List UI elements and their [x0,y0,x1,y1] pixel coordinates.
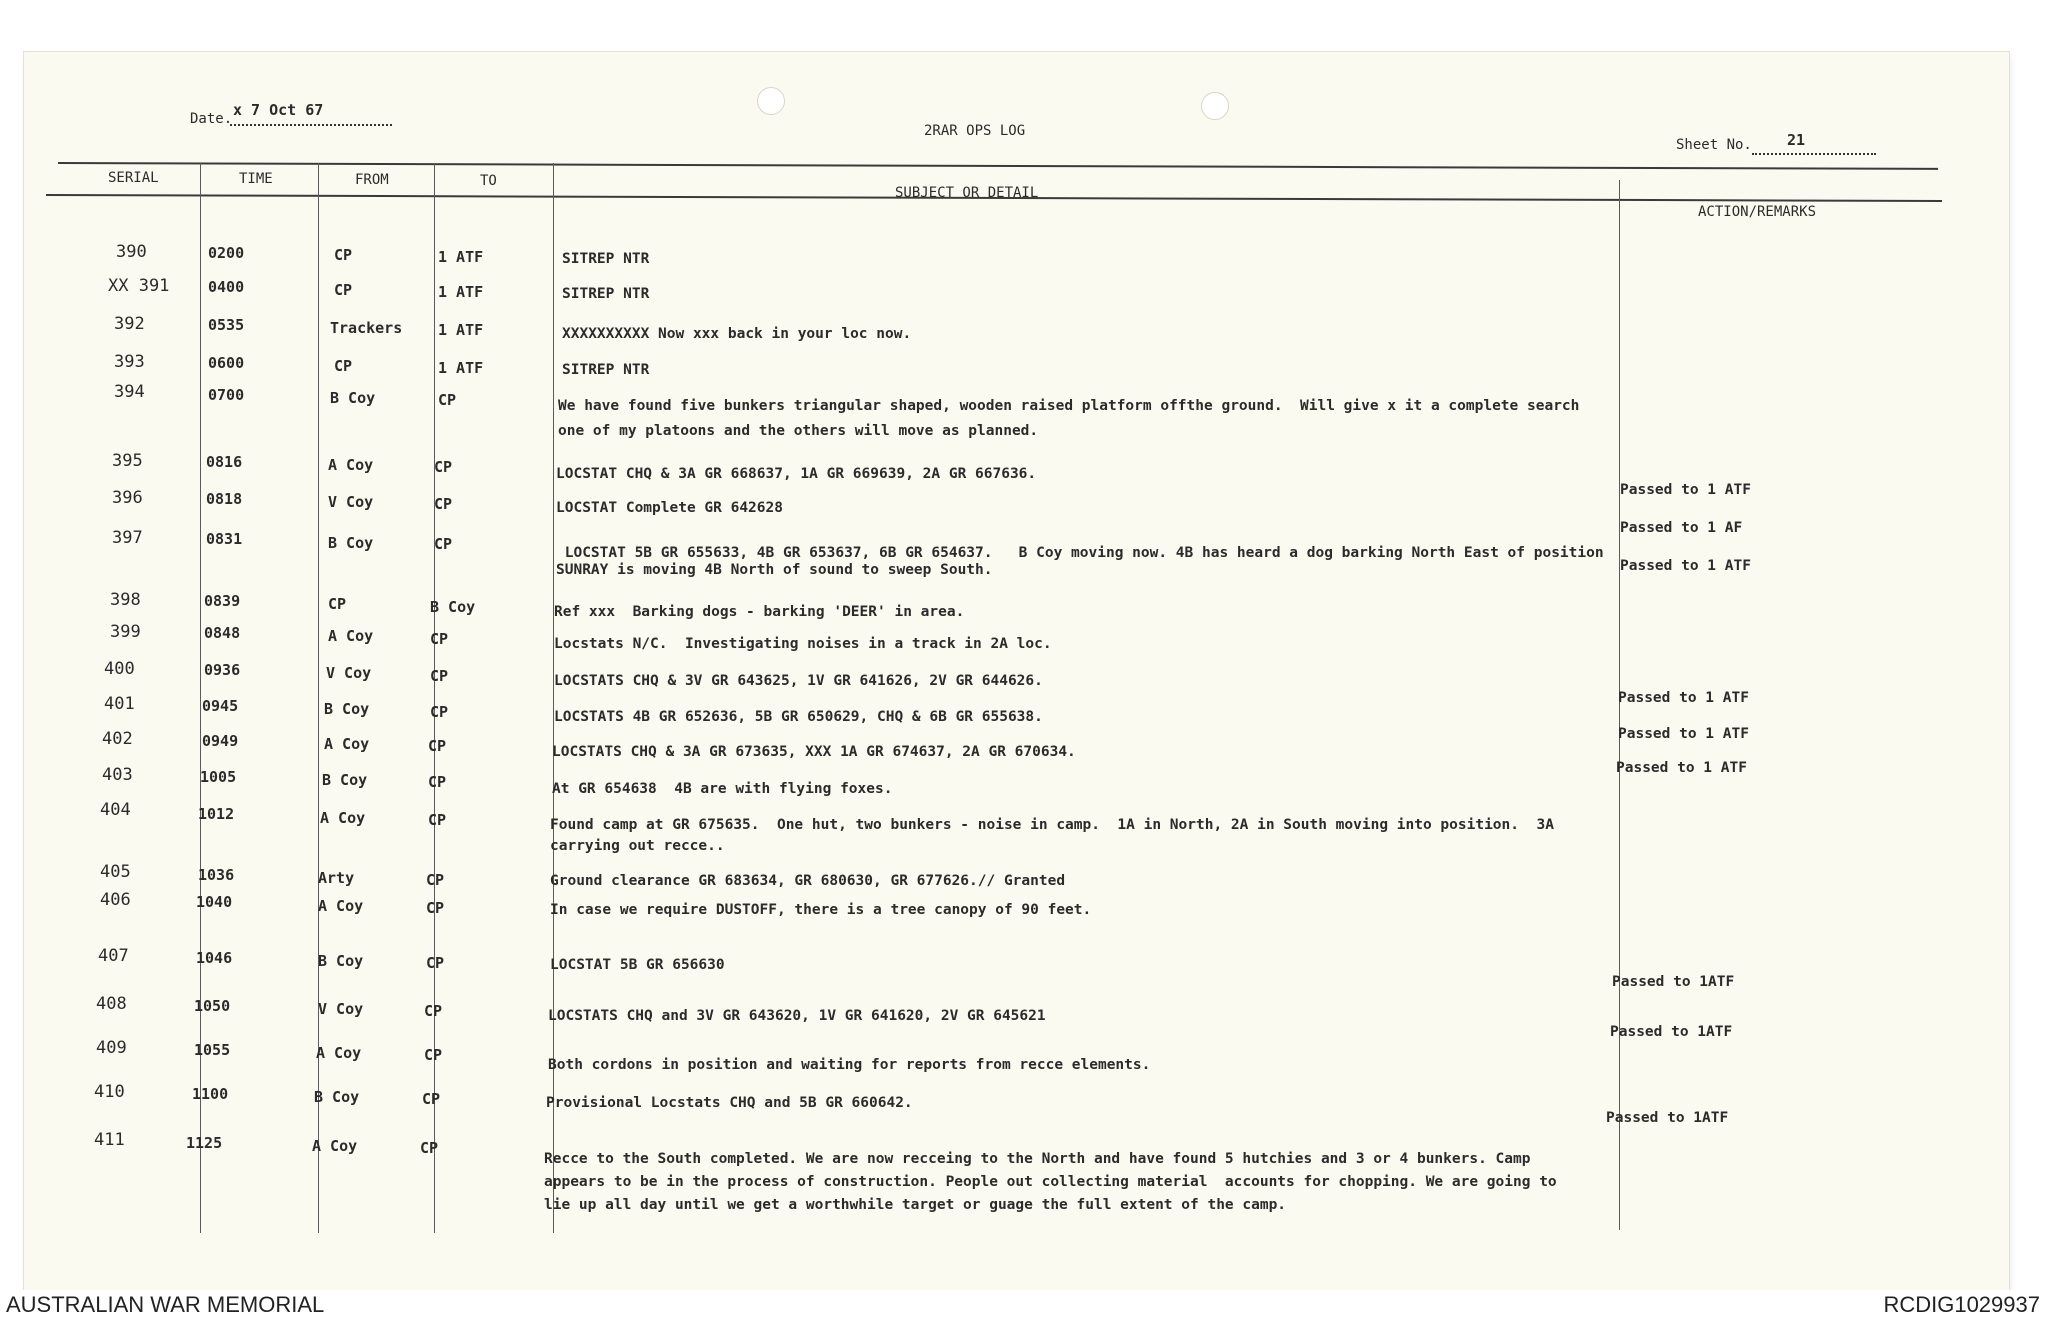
from-cell: B Coy [314,1088,360,1106]
time-cell: 0818 [206,490,243,508]
detail-cell: Found camp at GR 675635. One hut, two bunkers - noise in camp. 1A in North, 2A in South moving into position. 3A carrying out recce.. [550,817,1554,854]
to-cell: 1 ATF [438,248,484,266]
detail-cell: LOCSTAT 5B GR 656630 [550,957,725,973]
from-cell: A Coy [316,1044,362,1062]
detail-cell: At GR 654638 4B are with flying foxes. [552,781,893,797]
to-cell: CP [434,535,453,553]
to-cell: 1 ATF [438,321,484,339]
from-cell: B Coy [330,389,376,407]
to-cell: CP [422,1090,441,1108]
serial-cell: 396 [112,488,143,508]
from-cell: A Coy [324,735,370,753]
to-cell: CP [424,1046,443,1064]
serial-cell: 393 [114,352,145,372]
to-cell: 1 ATF [438,283,484,301]
date-value: x 7 Oct 67 [233,101,324,119]
date-label: Date. [190,111,233,127]
from-cell: A Coy [318,897,364,915]
detail-cell: Recce to the South completed. We are now recceing to the North and have found 5 hutchies and 3 or 4 bunkers. Camp appears to be in the process of construction. People out collecting material accounts for chopping. We are going to lie up all day until we get a worthwhile target or guage the full extent of the camp. [544,1151,1557,1213]
serial-cell: 399 [110,622,141,642]
time-cell: 0200 [208,244,245,262]
remark-cell: Passed to 1ATF [1606,1110,1729,1126]
time-cell: 1050 [194,997,231,1015]
archive-id: RCDIG1029937 [1883,1292,2040,1317]
time-cell: 0816 [206,453,243,471]
serial-cell: 410 [94,1082,125,1102]
serial-cell: XX 391 [108,276,170,296]
serial-cell: 401 [104,694,135,714]
serial-cell: 409 [96,1038,127,1058]
from-cell: Arty [318,869,355,887]
detail-cell: SITREP NTR [562,362,650,378]
sheet-number: 21 [1787,131,1806,149]
to-cell: CP [428,737,447,755]
from-cell: V Coy [326,664,372,682]
time-cell: 0700 [208,386,245,404]
archive-footer [0,1290,2048,1322]
time-cell: 0949 [202,732,239,750]
detail-cell: LOCSTAT Complete GR 642628 [556,500,783,516]
remark-cell: Passed to 1 ATF [1620,558,1751,574]
to-cell: CP [426,954,445,972]
detail-cell: SITREP NTR [562,251,650,267]
detail-cell: Ground clearance GR 683634, GR 680630, GR 677626.// Granted [550,873,1066,889]
serial-cell: 390 [116,242,147,262]
detail-cell: Ref xxx Barking dogs - barking 'DEER' in area. [554,604,965,620]
from-cell: A Coy [328,627,374,645]
archive-name: AUSTRALIAN WAR MEMORIAL [6,1292,325,1317]
from-cell: A Coy [312,1137,358,1155]
time-cell: 0535 [208,316,245,334]
serial-cell: 406 [100,890,131,910]
detail-cell: LOCSTATS CHQ and 3V GR 643620, 1V GR 641620, 2V GR 645621 [548,1008,1046,1024]
from-cell: B Coy [328,534,374,552]
remark-cell: Passed to 1 ATF [1618,726,1749,742]
from-cell: B Coy [322,771,368,789]
column-divider-time [318,163,319,1233]
time-cell: 0831 [206,530,243,548]
detail-cell: LOCSTAT CHQ & 3A GR 668637, 1A GR 669639, 2A GR 667636. [556,466,1037,482]
to-cell: CP [434,458,453,476]
time-cell: 1040 [196,893,233,911]
from-cell: A Coy [320,809,366,827]
time-cell: 1055 [194,1041,231,1059]
time-cell: 1012 [198,805,235,823]
serial-cell: 411 [94,1130,125,1150]
detail-cell: LOCSTATS 4B GR 652636, 5B GR 650629, CHQ & 6B GR 655638. [554,709,1043,725]
sheet-label: Sheet No. [1676,137,1752,153]
remark-cell: Passed to 1 ATF [1618,690,1749,706]
serial-cell: 395 [112,451,143,471]
serial-cell: 394 [114,382,145,402]
remark-cell: Passed to 1 ATF [1620,482,1751,498]
time-cell: 1005 [200,768,237,786]
sheet-dotted-line [1752,153,1876,155]
remark-cell: Passed to 1 ATF [1616,760,1747,776]
from-cell: CP [334,281,353,299]
detail-cell: Both cordons in position and waiting for reports from recce elements. [548,1057,1151,1073]
serial-cell: 403 [102,765,133,785]
from-cell: CP [328,595,347,613]
to-cell: CP [428,773,447,791]
serial-cell: 404 [100,800,131,820]
punch-hole-left [757,87,785,115]
detail-cell: XXXXXXXXXX Now xxx back in your loc now. [562,326,912,342]
to-cell: CP [438,391,457,409]
time-cell: 0936 [204,661,241,679]
detail-cell: We have found five bunkers triangular shaped, wooden raised platform offthe ground. Will give x it a complete search one of my platoons and the others will move as planned. [558,398,1580,439]
to-cell: CP [430,667,449,685]
page-title: 2RAR OPS LOG [924,123,1026,139]
detail-cell: LOCSTAT 5B GR 655633, 4B GR 653637, 6B GR 654637. B Coy moving now. 4B has heard a dog barking North East of position SUNRAY is moving 4B North of sound to sweep South. [556,545,1604,578]
from-cell: B Coy [318,952,364,970]
serial-cell: 402 [102,729,133,749]
column-divider-from [434,163,435,1233]
from-cell: Trackers [330,319,403,337]
to-cell: B Coy [430,598,476,616]
to-cell: CP [430,703,449,721]
serial-cell: 392 [114,314,145,334]
remark-cell: Passed to 1ATF [1612,974,1735,990]
to-cell: CP [428,811,447,829]
column-header-from: FROM [355,172,389,188]
to-cell: CP [420,1139,439,1157]
column-divider-serial [200,163,201,1233]
date-dotted-line [230,124,392,126]
serial-cell: 400 [104,659,135,679]
column-header-action: ACTION/REMARKS [1698,204,1817,220]
time-cell: 0945 [202,697,239,715]
to-cell: CP [424,1002,443,1020]
detail-cell: In case we require DUSTOFF, there is a tree canopy of 90 feet. [550,902,1092,918]
serial-cell: 398 [110,590,141,610]
detail-cell: Locstats N/C. Investigating noises in a track in 2A loc. [554,636,1052,652]
from-cell: V Coy [318,1000,364,1018]
to-cell: CP [426,871,445,889]
serial-cell: 408 [96,994,127,1014]
time-cell: 1125 [186,1134,223,1152]
time-cell: 0839 [204,592,241,610]
remark-cell: Passed to 1 AF [1620,520,1743,536]
from-cell: A Coy [328,456,374,474]
time-cell: 0848 [204,624,241,642]
detail-cell: Provisional Locstats CHQ and 5B GR 660642. [546,1095,913,1111]
time-cell: 1100 [192,1085,229,1103]
serial-cell: 407 [98,946,129,966]
detail-cell: LOCSTATS CHQ & 3V GR 643625, 1V GR 641626, 2V GR 644626. [554,673,1043,689]
to-cell: CP [426,899,445,917]
column-header-subject: SUBJECT OR DETAIL [895,185,1039,201]
to-cell: CP [430,630,449,648]
column-header-to: TO [480,173,497,189]
serial-cell: 397 [112,528,143,548]
time-cell: 0600 [208,354,245,372]
serial-cell: 405 [100,862,131,882]
detail-cell: LOCSTATS CHQ & 3A GR 673635, XXX 1A GR 674637, 2A GR 670634. [552,744,1076,760]
from-cell: V Coy [328,493,374,511]
to-cell: CP [434,495,453,513]
punch-hole-right [1201,92,1229,120]
time-cell: 0400 [208,278,245,296]
from-cell: B Coy [324,700,370,718]
time-cell: 1036 [198,866,235,884]
time-cell: 1046 [196,949,233,967]
to-cell: 1 ATF [438,359,484,377]
column-header-serial: SERIAL [108,170,159,186]
from-cell: CP [334,246,353,264]
detail-cell: SITREP NTR [562,286,650,302]
column-header-time: TIME [239,171,273,187]
from-cell: CP [334,357,353,375]
remark-cell: Passed to 1ATF [1610,1024,1733,1040]
